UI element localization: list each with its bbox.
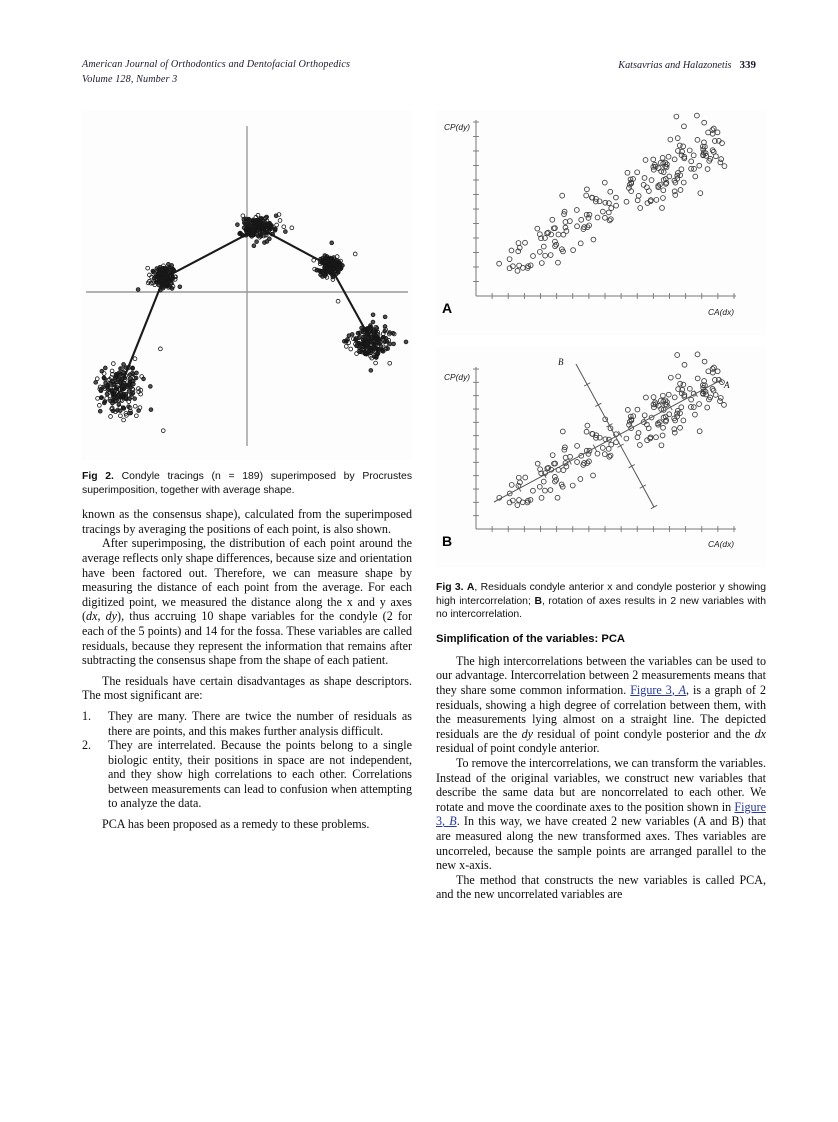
paragraph-transform-variables [436,756,766,873]
para2-dx: dx [86,609,98,624]
fig3b-x-axis-label: CA(dx) [708,539,735,549]
paragraph-pca-method: The method that constructs the new variables is called PCA, and the new uncorrelated variables are [436,872,766,902]
fig3b-y-axis-label: CP(dy) [444,372,471,382]
left-column-body [82,507,412,831]
rc-para2-pre: To remove the intercorrelations, we can transform the variables. Instead of the original variables, we construct new variables that describe the same data but are noncorrelated to each other. We rotate and move the coordinate axes to the position shown in [436,755,766,814]
right-column-body [436,654,766,902]
rc-para1-end: residual of point condyle anterior. [436,741,600,756]
figure-3-caption [436,581,766,622]
paragraph-consensus-shape: known as the consensus shape), calculated from the superimposed tracings by averaging the positions of each point, is also shown. [82,507,412,536]
rc-para1-mid: residual of point condyle posterior and the [533,726,755,741]
right-column [436,110,766,902]
paragraph-residual-disadvantages: The residuals have certain disadvantages as shape descriptors. The most significant are: [82,673,412,703]
fig3a-y-axis-label: CP(dy) [444,122,471,132]
figure-3b-panel-letter: B [442,533,453,549]
fig3a-x-axis-label: CA(dx) [708,307,735,317]
figure-3a-svg [436,110,766,335]
fig3b-axis-a-letter: A [724,380,730,390]
figure-3-label: Fig 3. [436,582,464,593]
list-item [82,709,412,738]
running-head [82,58,756,87]
figure-3a-panel-letter: A [442,300,453,316]
list-item [82,738,412,811]
paragraph-intercorrelations [436,654,766,756]
running-head-authors: Katsavrias and Halazonetis [618,60,732,71]
running-head-journal [82,58,350,87]
running-head-authors-page [618,58,756,74]
fig3b-axis-b-letter: B [558,357,564,367]
page-number: 339 [739,59,756,71]
paragraph-pca-remedy: PCA has been proposed as a remedy to these problems. [102,817,370,832]
list-item-text: They are interrelated. Because the points belong to a single biologic entity, their positions in space are not independent, and they show high correlations to each other. Correlations between measurements can lead to confusion when attempting to analyze the data. [108,738,412,811]
list-item-text: They are many. There are twice the number of residuals as there are points, and this makes further analysis difficult. [108,708,412,738]
disadvantages-list [82,709,412,811]
para2-mid: , [97,609,106,624]
list-item-number: 1. [82,708,92,723]
figure-3a-image [436,110,766,335]
figure-3-caption-panel-b: B [534,595,542,607]
figure-3b-link-suffix: , B [442,814,457,829]
figure-2-caption-text: Condyle tracings (n = 189) superimposed by Procrustes superimposition, together with average shape. [82,471,413,496]
figure-3-caption-part2: , rotation of axes results in 2 new variables with no intercorrelation. [436,595,766,621]
rc-para1-post: , is a graph of 2 residuals, showing a high degree of correlation between them, with the measurements lying almost on a straight line. The depicted residuals are the [436,682,766,741]
figure-2-image [82,110,412,460]
rc-para2-post: . In this way, we have created 2 new variables (A and B) that are measured along the new transformed axes. Thes variables are uncorreled, because the sample points are arranged parallel to the new x-axis. [436,814,766,873]
para2-post: ), thus accruing 10 shape variables for the condyle (2 for each of the 5 points) and 14 for the fossa. These variables are called residuals, because they represent the information that remains after subtracting the consensus shape from the shape of each patient. [82,609,412,668]
journal-title-line: American Journal of Orthodontics and Dentofacial Orthopedics [82,59,351,70]
rc-para1-dx: dx [754,726,766,741]
para2-dy: dy [105,609,118,624]
para2-pre: After superimposing, the distribution of each point around the average reflects only shape differences, because size and orientation have been factored out. Therefore, we can measure shape by measuring the distance of each point from the average. For each digitized point, we measured the distance along the x and y axes ( [82,536,412,624]
list-item-number: 2. [82,738,92,753]
figure-3-a-link[interactable] [630,683,686,697]
figure-2-caption [82,470,412,497]
figure-3b-image [436,347,766,567]
rc-para1-pre: The high intercorrelations between the variables can be used to our advantage. Intercorrelation between 2 measurements means that they share some common information. [436,653,766,697]
figure-3-link-text: Figure 3 [630,682,672,697]
figure-3-link-suffix: , A [671,682,686,697]
figure-2-svg [82,110,412,460]
rc-para1-dy: dy [521,726,534,741]
figure-2-label: Fig 2. [82,471,114,482]
figure-3b-svg [436,347,766,567]
section-heading-pca: Simplification of the variables: PCA [436,632,625,645]
left-column [82,110,412,832]
journal-volume-line: Volume 128, Number 3 [82,73,178,85]
figure-3b-link-text: Figure 3 [436,799,766,829]
paragraph-after-superimposing [82,536,412,667]
figure-3-caption-part1: , Residuals condyle anterior x and condyle posterior y showing high intercorrelation; [436,582,766,607]
figure-3-caption-panel-a: A [466,582,475,593]
